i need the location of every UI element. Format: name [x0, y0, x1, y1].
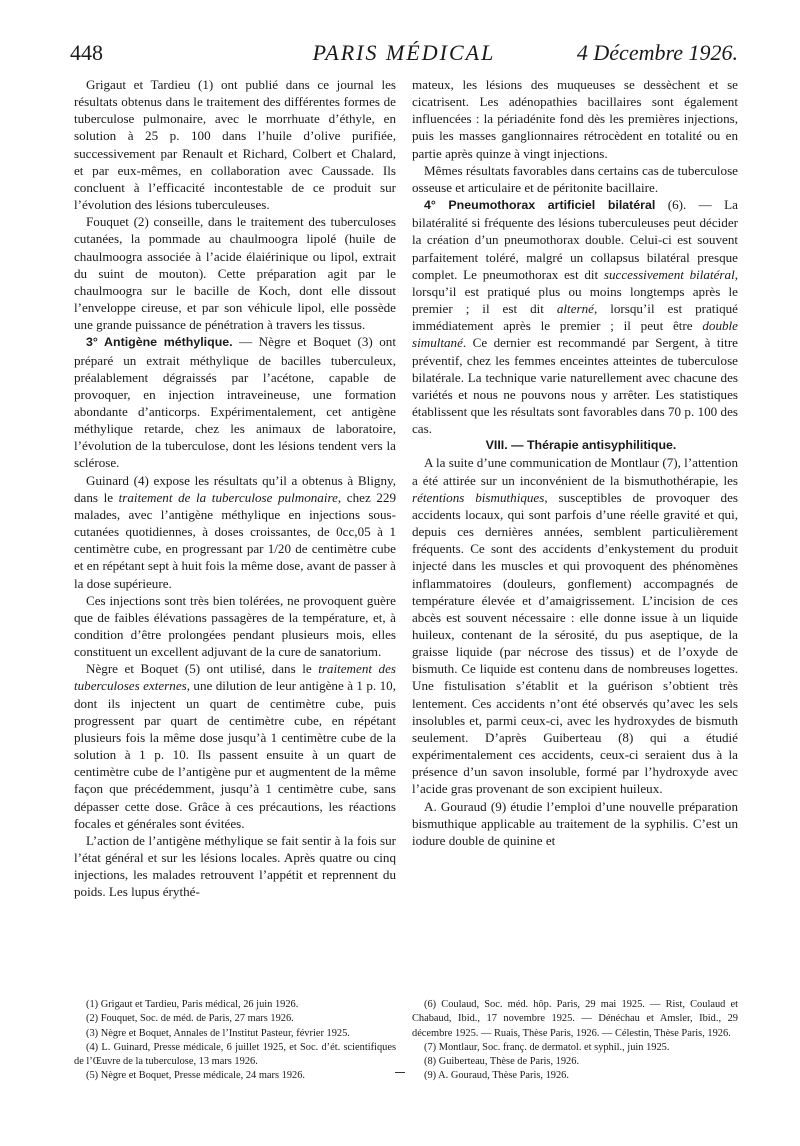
footnote-mark [395, 1072, 405, 1073]
footnotes-right [412, 998, 738, 1084]
footnote: (6) Coulaud, Soc. méd. hôp. Paris, 29 mai 1925. — Rist, Coulaud et Chabaud, Ibid., 17 novembre 1925. — Dénéchau et Amsler, Ibid., 29 décembre 1925. — Ruais, Thèse Paris, 1926. — Célestin, Thèse Paris, 1926. [412, 999, 738, 1039]
paragraph-injections: Ces injections sont très bien tolérées, ne provoquent guère que de faibles élévations passagères de la température, et, à condition d’être prolongées pendant plusieurs mois, elles constituent un excellent adjuvant de la cure de sanatorium. [74, 592, 396, 660]
paragraph-memes-resultats: Mêmes résultats favorables dans certains cas de tuberculose osseuse et articulaire et de péritonite bacillaire. [412, 162, 738, 195]
footnote: (5) Nègre et Boquet, Presse médicale, 24 mars 1926. [86, 1070, 306, 1082]
footnote: (9) A. Gouraud, Thèse Paris, 1926. [424, 1070, 569, 1082]
footnote: (2) Fouquet, Soc. de méd. de Paris, 27 mars 1926. [86, 1013, 294, 1025]
right-column [412, 76, 738, 849]
subheading-pneumothorax: 4° Pneumothorax artificiel bilatéral [424, 198, 656, 213]
paragraph-negre-boquet: Nègre et Boquet (5) ont utilisé, dans le traitement des tuberculoses externes, une dilution de leur antigène à 1 p. 10, dont ils injectent un quart de centimètre cube, puis progressent par quart de centimètre cube, en répétant plusieurs fois la même dose jusqu’à 1 centimètre cube de la solution à 1 p. 10. Ils passent ensuite à un quart de centimètre cube de l’antigène pur et augmentent de la même façon que précédemment, jusqu’à 1 centimètre cube, sans dépasser cette dose. Grâce à ces précautions, les réactions focales et générales sont évitées. [74, 661, 396, 831]
paragraph-continuation: mateux, les lésions des muqueuses se dessèchent et se cicatrisent. Les adénopathies bacillaires sont également influencées : la périadénite fond dès les premières injections, puis les masses ganglionnaires rétrocèdent en totalité ou en partie après quinze à vingt injections. [412, 77, 738, 161]
paragraph-montlaur: A la suite d’une communication de Montlaur (7), l’attention a été attirée sur un inconvénient de la bismuthothérapie, les rétentions bismuthiques, susceptibles de provoquer des accidents locaux, qui sont parfois d’une réelle gravité et qui, depuis ces dernières années, semblent particulièrement fréquents. Ce sont des accidents d’enkystement du produit injecté dans les muscles et qui provoquent des phénomènes inflammatoires (douleurs, gonflement) accompagnés de température élevée et d’amaigrissement. L’incision de ces abcès est souvent nécessaire : elle donne issue à un liquide huileux, contenant de la sérosité, du pus aseptique, de la graisse liquide (par nécrose des tissus) et de l’oxyde de bismuth. Ce liquide est contenu dans de nombreuses logettes. Une fistulisation s’établit et la guérison s’obtient très lentement. Ces accidents n’ont été observés qu’avec les sels insolubles et, parmi ceux-ci, avec les hydroxydes de bismuth seulement. D’après Guiberteau (8) qui a étudié expérimentalement ces accidents, ceux-ci seraient dus à la présence d’un savon insoluble, formé par l’hydroxyde avec l’acide gras provenant de son excipient huileux. [412, 455, 738, 797]
paragraph-antigene-methylique: 3° Antigène méthylique. — Nègre et Boquet (3) ont préparé un extrait méthylique de bacilles tuberculeux, préalablement dégraissés par l’acétone, capable de provoquer, en injection intraveineuse, une formation abondante d’anticorps. Expérimentalement, cet antigène méthylique retarde, chez les animaux de laboratoire, l’évolution de la tuberculose, dont les lésions tendent vers la sclérose. [74, 334, 396, 471]
paragraph-grigaut: Grigaut et Tardieu (1) ont publié dans ce journal les résultats obtenus dans le traitement des différentes formes de tuberculose pulmonaire, avec le morrhuate d’éthyle, en solution à 25 p. 100 dans l’huile d’olive purifiée, successivement par Renault et Richard, Colbert et Chalard, et par eux-mêmes, en collaboration avec Caussade. Ils concluent à l’efficacité incontestable de ce produit sur l’évolution des lésions tuberculeuses. [74, 77, 396, 213]
journal-title: PARIS MÉDICAL [312, 40, 496, 65]
footnote: (8) Guiberteau, Thèse de Paris, 1926. [424, 1056, 580, 1068]
issue-date: 4 Décembre 1926. [576, 40, 738, 65]
paragraph-gouraud: A. Gouraud (9) étudie l’emploi d’une nouvelle préparation bismuthique applicable au traitement de la syphilis. C’est un iodure double de quinine et [412, 798, 738, 848]
subheading-antigene: 3° Antigène méthylique. [86, 335, 233, 350]
footnote: (4) L. Guinard, Presse médicale, 6 juillet 1925, et Soc. d’ét. scientifiques de l’Œuvre de la tuberculose, 13 mars 1926. [74, 1041, 396, 1068]
page-header [70, 40, 738, 66]
footnote: (3) Nègre et Boquet, Annales de l’Institut Pasteur, février 1925. [86, 1027, 350, 1039]
left-column [74, 76, 396, 901]
paragraph-fouquet: Fouquet (2) conseille, dans le traitement des tuberculoses cutanées, la pommade au chaulmoogra lipolé (huile de chaulmoogra associée à l’acide élaiérinique ou lipol, extrait du suint de mouton). Cette préparation agit par le chaulmoogra sur le bacille de Koch, dont elle dissout l’enveloppe cireuse, et par son véhicule lipol, elle possède une grande puissance de pénétration à travers les tissus. [74, 214, 396, 333]
paragraph-action: L’action de l’antigène méthylique se fait sentir à la fois sur l’état général et sur les lésions locales. Après quatre ou cinq injections, les malades retrouvent l’appétit et reprennent du poids. Les lupus érythé- [74, 832, 396, 900]
footnotes-left [74, 998, 396, 1084]
section-heading: VIII. — Thérapie antisyphilitique. [485, 438, 677, 453]
footnote: (1) Grigaut et Tardieu, Paris médical, 26 juin 1926. [86, 999, 299, 1010]
footnote: (7) Montlaur, Soc. franç. de dermatol. et syphil., juin 1925. [424, 1041, 670, 1053]
paragraph-pneumothorax: 4° Pneumothorax artificiel bilatéral (6). — La bilatéralité si fréquente des lésions tuberculeuses peut décider la création d’un pneumothorax double. Celui-ci est souvent parfaitement toléré, malgré un collapsus bilatéral presque complet. Le pneumothorax est dit successivement bilatéral, lorsqu’il est pratiqué plus ou moins longtemps après le premier ; il est dit alterné, lorsqu’il est pratiqué immédiatement après le premier ; il peut être double simultané. Ce dernier est recommandé par Sergent, à titre préventif, chez les femmes enceintes atteintes de tuberculose bilatérale. La technique varie naturellement avec chacune des variétés et nous ne pouvons nous y arrêter. Les statistiques établissent que les résultats sont favorables dans 70 p. 100 des cas. [412, 197, 738, 437]
page-number: 448 [70, 40, 103, 65]
paragraph-guinard: Guinard (4) expose les résultats qu’il a obtenus à Bligny, dans le traitement de la tuberculose pulmonaire, chez 229 malades, avec l’antigène méthylique en injections sous-cutanées quotidiennes, à doses croissantes, de 0cc,05 à 1 centimètre cube, en progressant par 1/20 de centimètre cube et en répétant sept à huit fois la même dose, avant de passer à la dose supérieure. [74, 472, 396, 591]
